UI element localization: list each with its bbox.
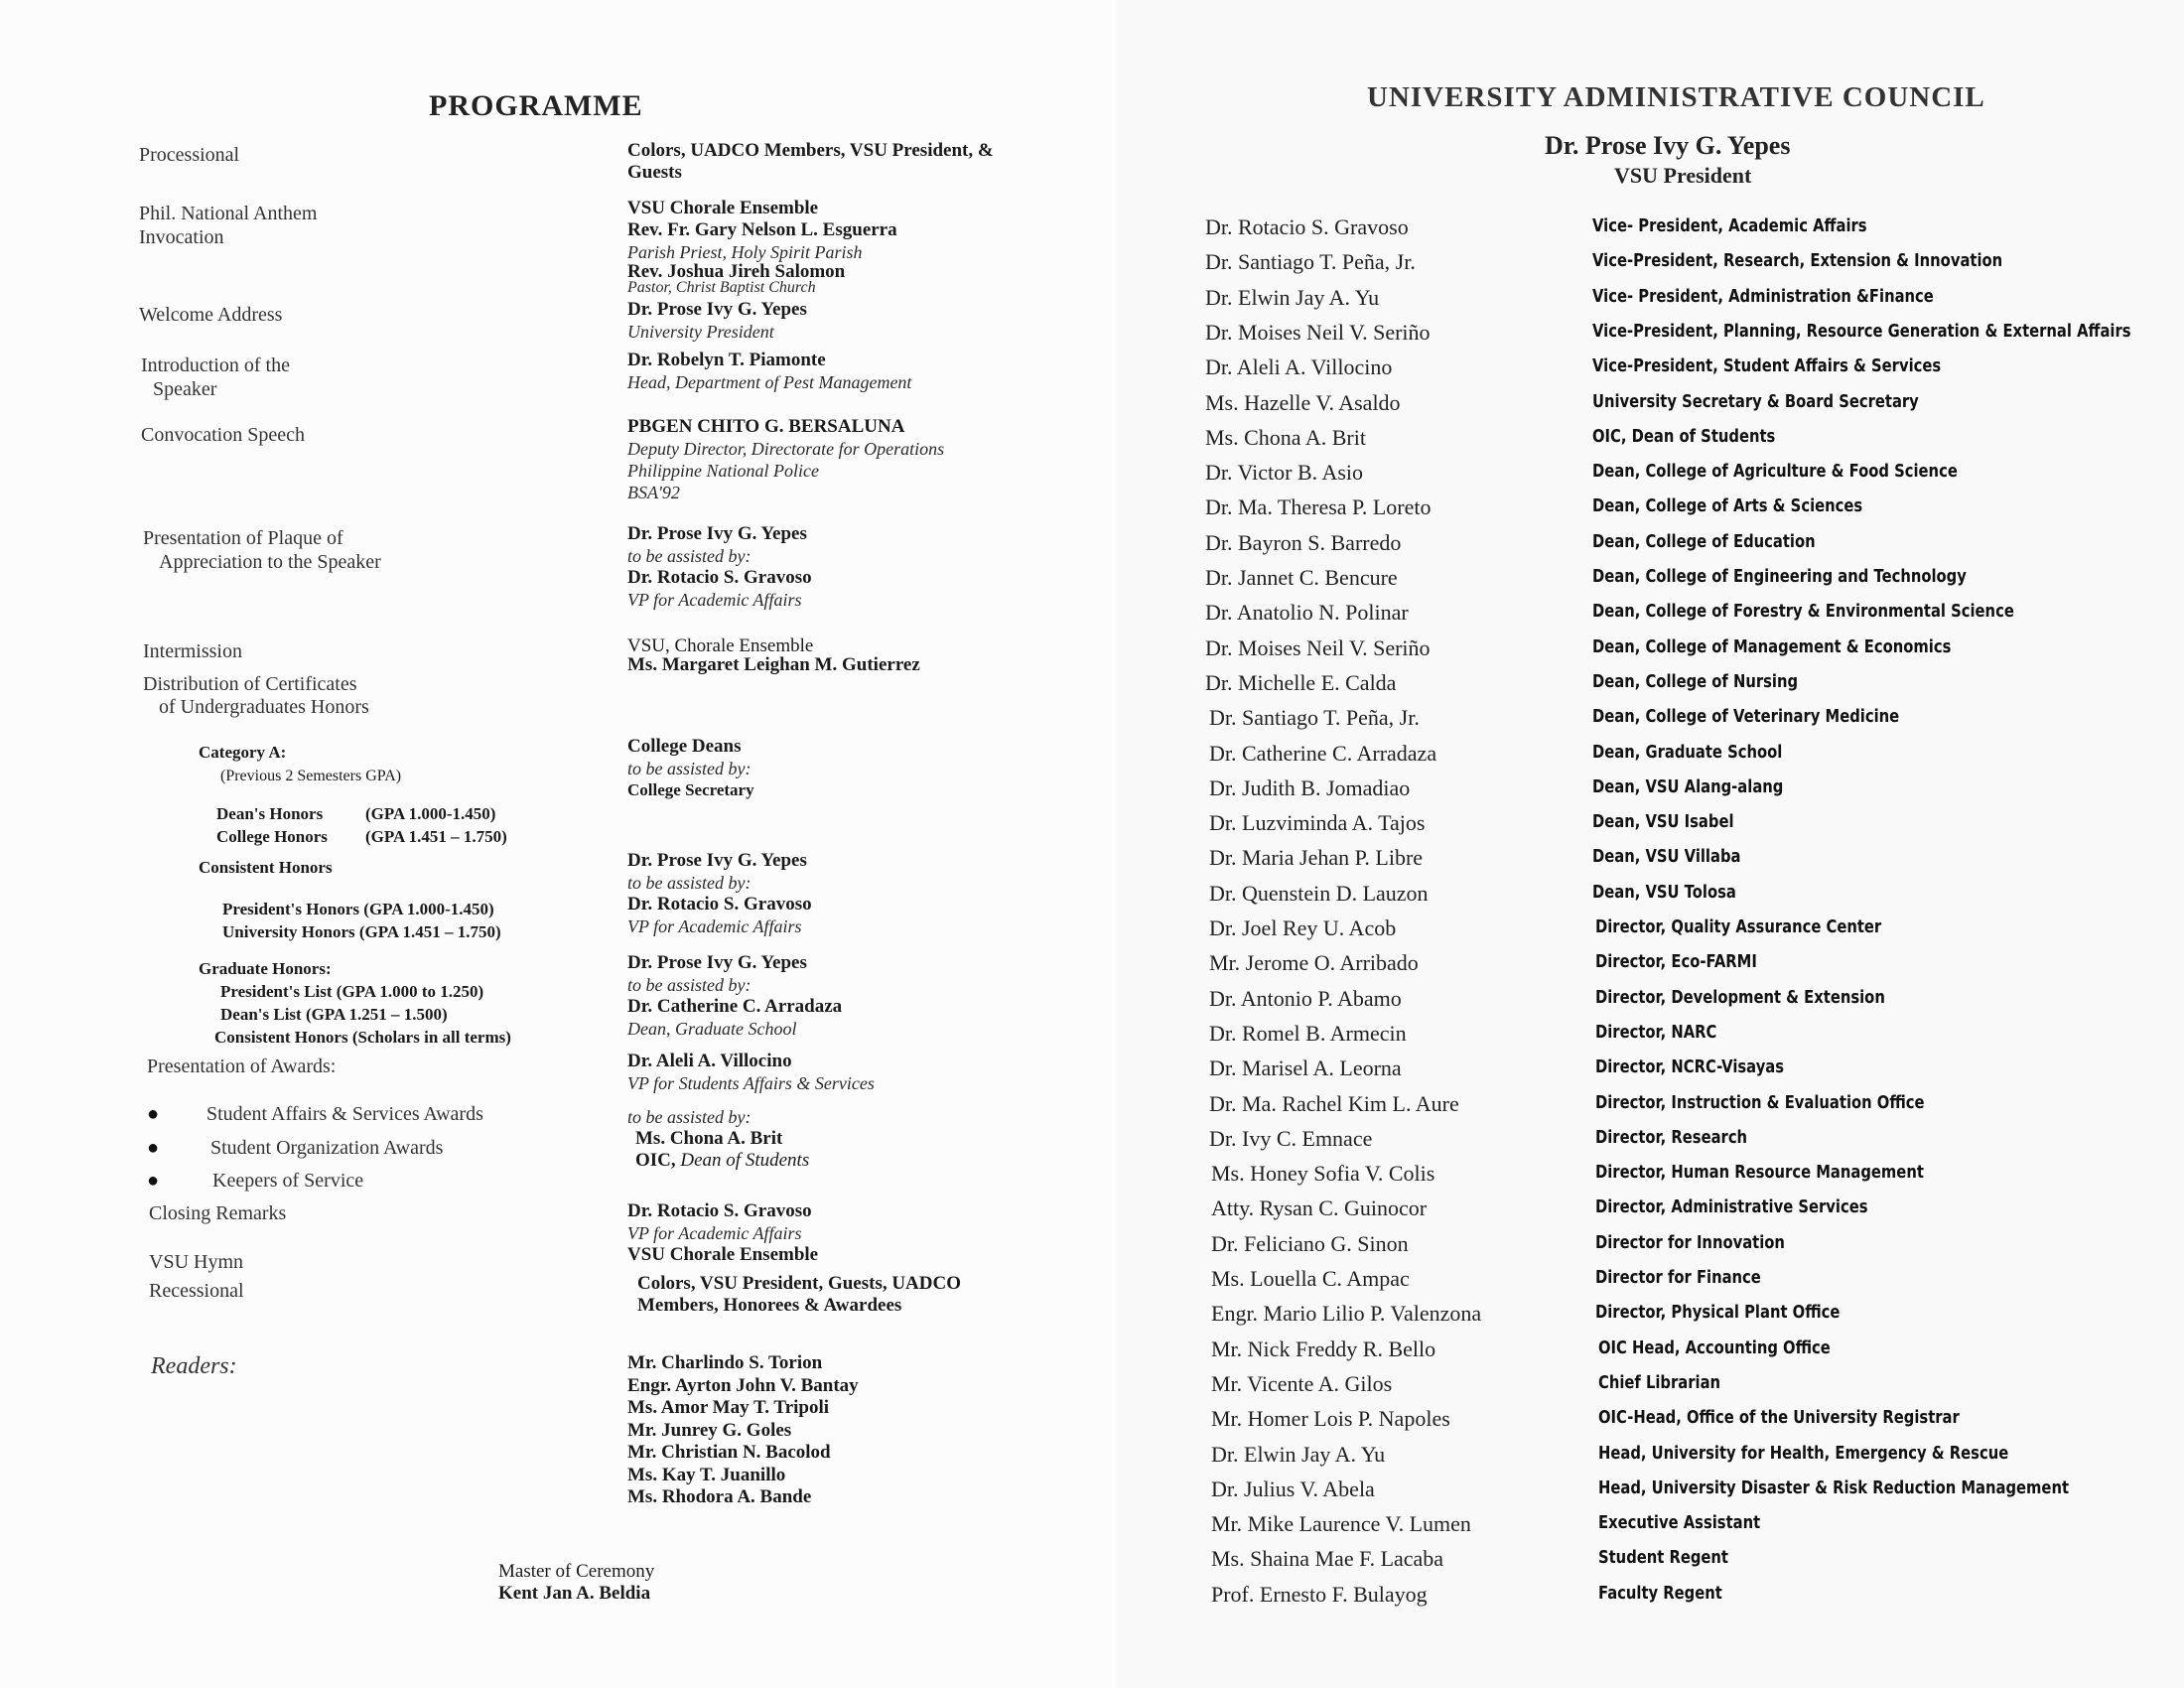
council-member-name: Dr. Ma. Theresa P. Loreto xyxy=(1205,494,1432,520)
intermission-label: Intermission xyxy=(143,640,242,662)
council-member-name: Dr. Judith B. Jomadiao xyxy=(1209,774,1411,800)
council-member-name: Dr. Elwin Jay A. Yu xyxy=(1205,284,1380,310)
council-member-name: Mr. Vicente A. Gilos xyxy=(1211,1370,1393,1396)
recessional-value-2: Members, Honorees & Awardees xyxy=(637,1295,902,1316)
awards-assist-role xyxy=(627,1150,875,1172)
plaque-assisted: to be assisted by: xyxy=(627,546,751,566)
award-item-label: Keepers of Service xyxy=(212,1170,364,1192)
awards-label: Presentation of Awards: xyxy=(147,1055,337,1077)
reader-name: Mr. Charlindo S. Torion xyxy=(627,1352,823,1373)
council-member-role: Director, Physical Plant Office xyxy=(1595,1302,1841,1324)
graduate-honors xyxy=(199,957,511,1049)
consistent-name: Dr. Prose Ivy G. Yepes xyxy=(627,850,807,871)
consistent-scholars: Consistent Honors (Scholars in all terms) xyxy=(214,1028,511,1047)
graduate-assist-title: Dean, Graduate School xyxy=(627,1019,797,1039)
council-member-role: Chief Librarian xyxy=(1598,1371,1721,1393)
council-member-name: Dr. Moises Neil V. Seriño xyxy=(1205,319,1431,345)
council-title: UNIVERSITY ADMINISTRATIVE COUNCIL xyxy=(1367,81,1985,113)
deans-list: Dean's List (GPA 1.251 – 1.500) xyxy=(220,1005,448,1024)
council-member-name: Ms. Hazelle V. Asaldo xyxy=(1205,389,1401,415)
mc-name: Kent Jan A. Beldia xyxy=(498,1583,651,1604)
processional-label: Processional xyxy=(139,144,240,166)
welcome-label: Welcome Address xyxy=(139,304,283,326)
council-member-role: Director, Administrative Services xyxy=(1595,1196,1868,1218)
consistent-assisted: to be assisted by: xyxy=(627,873,751,893)
plaque-value xyxy=(627,523,812,611)
hymn-performer: VSU Chorale Ensemble xyxy=(627,1244,819,1265)
council-member-role: Vice- President, Academic Affairs xyxy=(1592,215,1867,236)
closing-label: Closing Remarks xyxy=(149,1202,287,1224)
council-member-role: Vice- President, Administration &Finance xyxy=(1592,285,1934,307)
deans-honors-label: Dean's Honors xyxy=(216,804,324,823)
council-member-name: Dr. Santiago T. Peña, Jr. xyxy=(1209,705,1420,731)
council-member-role: Dean, VSU Tolosa xyxy=(1592,881,1736,903)
council-member-name: Dr. Luzviminda A. Tajos xyxy=(1209,810,1426,836)
council-member-role: Dean, College of Arts & Sciences xyxy=(1592,495,1863,517)
hymn-value xyxy=(627,1244,818,1266)
speech-label: Convocation Speech xyxy=(141,424,305,446)
recessional-value-1: Colors, VSU President, Guests, UADCO xyxy=(637,1273,961,1294)
council-member-role: University Secretary & Board Secretary xyxy=(1592,390,1919,412)
council-member-name: Dr. Michelle E. Calda xyxy=(1205,669,1397,695)
council-member-name: Mr. Homer Lois P. Napoles xyxy=(1211,1406,1450,1432)
mc-label: Master of Ceremony xyxy=(498,1561,655,1582)
council-member-name: Dr. Joel Rey U. Acob xyxy=(1209,915,1397,940)
council-member-role: Director, Human Resource Management xyxy=(1595,1162,1924,1184)
reader-name: Ms. Amor May T. Tripoli xyxy=(627,1397,830,1418)
presidents-list: President's List (GPA 1.000 to 1.250) xyxy=(220,982,484,1001)
council-member-name: Dr. Elwin Jay A. Yu xyxy=(1211,1441,1386,1467)
certificates-label-1: Distribution of Certificates xyxy=(143,673,357,695)
council-member-name: Engr. Mario Lilio P. Valenzona xyxy=(1211,1301,1482,1327)
speech-value xyxy=(627,416,944,503)
council-member-name: Dr. Bayron S. Barredo xyxy=(1205,529,1402,555)
consistent-honors: Consistent Honors xyxy=(199,858,333,877)
council-member-role: Dean, College of Veterinary Medicine xyxy=(1592,706,1900,728)
consistent-assist-title: VP for Academic Affairs xyxy=(627,916,802,936)
council-member-role: OIC-Head, Office of the University Registrar xyxy=(1598,1407,1960,1429)
hymn-label: VSU Hymn xyxy=(149,1251,244,1273)
anthem-invocation-value xyxy=(627,198,897,295)
president-role: VSU President xyxy=(1614,163,1752,188)
college-honors-gpa: (GPA 1.451 – 1.750) xyxy=(365,827,507,846)
council-member-role: Director, NCRC-Visayas xyxy=(1595,1056,1785,1078)
anthem-label: Phil. National Anthem xyxy=(139,203,318,224)
plaque-assist-title: VP for Academic Affairs xyxy=(627,590,802,610)
intro-label-2: Speaker xyxy=(153,378,217,400)
council-member-role: Director, NARC xyxy=(1595,1021,1717,1043)
graduate-presenters xyxy=(627,952,842,1040)
category-a-label: Category A: xyxy=(199,743,287,762)
presidents-honors: President's Honors (GPA 1.000-1.450) xyxy=(222,900,494,918)
invocation-title-2: Pastor, Christ Baptist Church xyxy=(627,279,816,296)
council-member-name: Ms. Honey Sofia V. Colis xyxy=(1211,1161,1435,1187)
awards-title: VP for Students Affairs & Services xyxy=(627,1073,875,1093)
council-member-role: Dean, College of Forestry & Environmental Science xyxy=(1592,601,2014,623)
council-member-name: Dr. Jannet C. Bencure xyxy=(1205,565,1398,590)
council-member-name: Dr. Quenstein D. Lauzon xyxy=(1209,880,1429,906)
invocation-name: Rev. Fr. Gary Nelson L. Esguerra xyxy=(627,219,897,240)
council-member-name: Mr. Nick Freddy R. Bello xyxy=(1211,1336,1436,1361)
plaque-label-2: Appreciation to the Speaker xyxy=(159,551,381,573)
invocation-name-2: Rev. Joshua Jireh Salomon xyxy=(627,261,846,282)
processional-value xyxy=(627,140,1044,184)
bullet-icon: ● xyxy=(147,1137,160,1159)
council-member-role: Student Regent xyxy=(1598,1547,1728,1569)
reader-name: Ms. Kay T. Juanillo xyxy=(627,1464,786,1485)
council-member-role: Head, University for Health, Emergency & Rescue xyxy=(1598,1442,2009,1464)
readers-label: Readers: xyxy=(151,1353,237,1379)
council-member-name: Mr. Mike Laurence V. Lumen xyxy=(1211,1511,1471,1537)
council-member-name: Dr. Feliciano G. Sinon xyxy=(1211,1230,1409,1256)
council-member-name: Dr. Anatolio N. Polinar xyxy=(1205,600,1409,626)
council-member-role: OIC Head, Accounting Office xyxy=(1598,1336,1831,1358)
council-member-name: Dr. Antonio P. Abamo xyxy=(1209,985,1402,1011)
bullet-icon: ● xyxy=(147,1170,160,1192)
council-member-name: Dr. Maria Jehan P. Libre xyxy=(1209,845,1424,871)
category-a-presenters xyxy=(627,736,754,801)
awards-name: Dr. Aleli A. Villocino xyxy=(627,1051,792,1071)
readers-list xyxy=(627,1352,859,1509)
council-member-name: Mr. Jerome O. Arribado xyxy=(1209,950,1419,976)
council-member-name: Ms. Louella C. Ampac xyxy=(1211,1266,1410,1291)
intermission-value xyxy=(627,635,920,673)
recessional-label: Recessional xyxy=(149,1280,244,1302)
welcome-name: Dr. Prose Ivy G. Yepes xyxy=(627,299,807,320)
council-member-role: Dean, College of Management & Economics xyxy=(1592,635,1952,657)
council-member-role: Faculty Regent xyxy=(1598,1582,1722,1604)
council-member-name: Dr. Rotacio S. Gravoso xyxy=(1205,214,1409,239)
council-member-name: Ms. Chona A. Brit xyxy=(1205,424,1366,450)
council-member-role: Dean, Graduate School xyxy=(1592,741,1783,763)
deans-honors-gpa: (GPA 1.000-1.450) xyxy=(365,804,496,823)
council-member-role: Head, University Disaster & Risk Reduction Management xyxy=(1598,1477,2070,1498)
speech-title-2: Philippine National Police xyxy=(627,461,819,481)
anthem-performer: VSU Chorale Ensemble xyxy=(627,198,819,218)
award-item-label: Student Organization Awards xyxy=(210,1137,444,1159)
recessional-value xyxy=(637,1273,961,1317)
consistent-honors-list xyxy=(222,898,501,943)
council-member-role: Director, Quality Assurance Center xyxy=(1595,916,1882,937)
category-a-note: (Previous 2 Semesters GPA) xyxy=(220,768,402,784)
president-name: Dr. Prose Ivy G. Yepes xyxy=(1545,131,1791,160)
council-member-role: Vice-President, Student Affairs & Services xyxy=(1592,355,1942,377)
welcome-title: University President xyxy=(627,322,774,342)
awards-assist-title: Dean of Students xyxy=(680,1150,810,1171)
graduate-assist-name: Dr. Catherine C. Arradaza xyxy=(627,996,843,1017)
council-member-role: Dean, College of Agriculture & Food Science xyxy=(1592,461,1958,483)
council-member-role: Dean, College of Nursing xyxy=(1592,670,1799,692)
award-item-label: Student Affairs & Services Awards xyxy=(206,1103,483,1125)
master-of-ceremony xyxy=(498,1561,654,1605)
award-item-1 xyxy=(147,1102,483,1126)
council-member-name: Dr. Santiago T. Peña, Jr. xyxy=(1205,249,1416,275)
intermission-performer: VSU, Chorale Ensemble xyxy=(627,635,814,656)
category-a xyxy=(199,741,401,787)
council-member-role: Vice-President, Research, Extension & Innovation xyxy=(1592,250,2003,272)
council-member-role: Dean, College of Engineering and Technology xyxy=(1592,566,1967,587)
college-deans-assisted: to be assisted by: xyxy=(627,759,751,778)
reader-name: Engr. Ayrton John V. Bantay xyxy=(627,1374,859,1396)
council-member-role: Dean, VSU Villaba xyxy=(1592,846,1741,868)
council-member-name: Dr. Aleli A. Villocino xyxy=(1205,354,1393,380)
reader-name: Mr. Junrey G. Goles xyxy=(627,1419,792,1441)
awards-assist-name: Ms. Chona A. Brit xyxy=(635,1128,783,1149)
award-item-3 xyxy=(147,1169,363,1193)
council-member-name: Dr. Catherine C. Arradaza xyxy=(1209,740,1437,766)
programme-title: PROGRAMME xyxy=(429,89,643,122)
awards-assisted: to be assisted by: xyxy=(627,1107,751,1127)
council-member-name: Dr. Ma. Rachel Kim L. Aure xyxy=(1209,1090,1459,1116)
intro-value xyxy=(627,350,911,393)
university-honors: University Honors (GPA 1.451 – 1.750) xyxy=(222,922,501,941)
invocation-label: Invocation xyxy=(139,226,224,248)
plaque-assist-name: Dr. Rotacio S. Gravoso xyxy=(627,567,812,588)
council-member-name: Dr. Marisel A. Leorna xyxy=(1209,1055,1402,1081)
awards-presenters xyxy=(627,1051,875,1172)
intro-title: Head, Department of Pest Management xyxy=(627,372,912,392)
council-member-name: Prof. Ernesto F. Bulayog xyxy=(1211,1581,1428,1607)
award-item-2 xyxy=(147,1136,443,1160)
deans-honors xyxy=(216,802,507,848)
intro-label-1: Introduction of the xyxy=(141,354,290,376)
council-member-role: Director for Finance xyxy=(1595,1267,1761,1288)
college-deans: College Deans xyxy=(627,736,742,757)
consistent-presenters xyxy=(627,850,812,937)
graduate-name: Dr. Prose Ivy G. Yepes xyxy=(627,952,807,973)
council-member-role: Vice-President, Planning, Resource Generation & External Affairs xyxy=(1592,320,2131,342)
closing-name: Dr. Rotacio S. Gravoso xyxy=(627,1200,812,1221)
council-member-name: Dr. Julius V. Abela xyxy=(1211,1476,1375,1501)
awards-assist-oic: OIC, xyxy=(635,1150,676,1171)
bullet-icon: ● xyxy=(147,1103,160,1125)
college-honors-label: College Honors xyxy=(216,827,328,846)
speech-title-1: Deputy Director, Directorate for Operations xyxy=(627,439,945,459)
speech-name: PBGEN CHITO G. BERSALUNA xyxy=(627,416,905,437)
consistent-assist-name: Dr. Rotacio S. Gravoso xyxy=(627,894,812,914)
council-member-role: Director, Development & Extension xyxy=(1595,986,1885,1008)
council-member-role: Director for Innovation xyxy=(1595,1231,1785,1253)
closing-value xyxy=(627,1200,812,1244)
council-member-role: Dean, VSU Isabel xyxy=(1592,811,1734,833)
reader-name: Mr. Christian N. Bacolod xyxy=(627,1442,831,1463)
college-secretary: College Secretary xyxy=(627,780,754,799)
processional-value-text: Colors, UADCO Members, VSU President, & Guests xyxy=(627,140,994,183)
council-member-role: Executive Assistant xyxy=(1598,1512,1761,1534)
certificates-label-2: of Undergraduates Honors xyxy=(159,696,369,718)
council-member-name: Ms. Shaina Mae F. Lacaba xyxy=(1211,1546,1444,1572)
council-member-name: Dr. Ivy C. Emnace xyxy=(1209,1125,1373,1151)
closing-title: VP for Academic Affairs xyxy=(627,1223,802,1243)
graduate-assisted: to be assisted by: xyxy=(627,975,751,995)
council-member-name: Dr. Victor B. Asio xyxy=(1205,460,1364,486)
speech-title-3: BSA'92 xyxy=(627,483,680,502)
invocation-title: Parish Priest, Holy Spirit Parish xyxy=(627,242,863,262)
council-member-role: OIC, Dean of Students xyxy=(1592,425,1776,447)
council-member-role: Director, Research xyxy=(1595,1126,1748,1148)
reader-name: Ms. Rhodora A. Bande xyxy=(627,1486,812,1507)
council-member-role: Director, Instruction & Evaluation Office xyxy=(1595,1091,1925,1113)
council-member-name: Dr. Romel B. Armecin xyxy=(1209,1020,1407,1046)
council-member-role: Dean, College of Education xyxy=(1592,530,1816,552)
plaque-name: Dr. Prose Ivy G. Yepes xyxy=(627,523,807,544)
council-member-name: Atty. Rysan C. Guinocor xyxy=(1211,1196,1428,1221)
council-member-role: Director, Eco-FARMI xyxy=(1595,951,1757,973)
council-member-name: Dr. Moises Neil V. Seriño xyxy=(1205,634,1431,660)
council-member-role: Dean, VSU Alang-alang xyxy=(1592,775,1784,797)
intermission-name: Ms. Margaret Leighan M. Gutierrez xyxy=(627,654,920,675)
plaque-label-1: Presentation of Plaque of xyxy=(143,527,343,549)
graduate-honors-label: Graduate Honors: xyxy=(199,959,332,978)
intro-name: Dr. Robelyn T. Piamonte xyxy=(627,350,826,370)
welcome-value xyxy=(627,299,807,343)
